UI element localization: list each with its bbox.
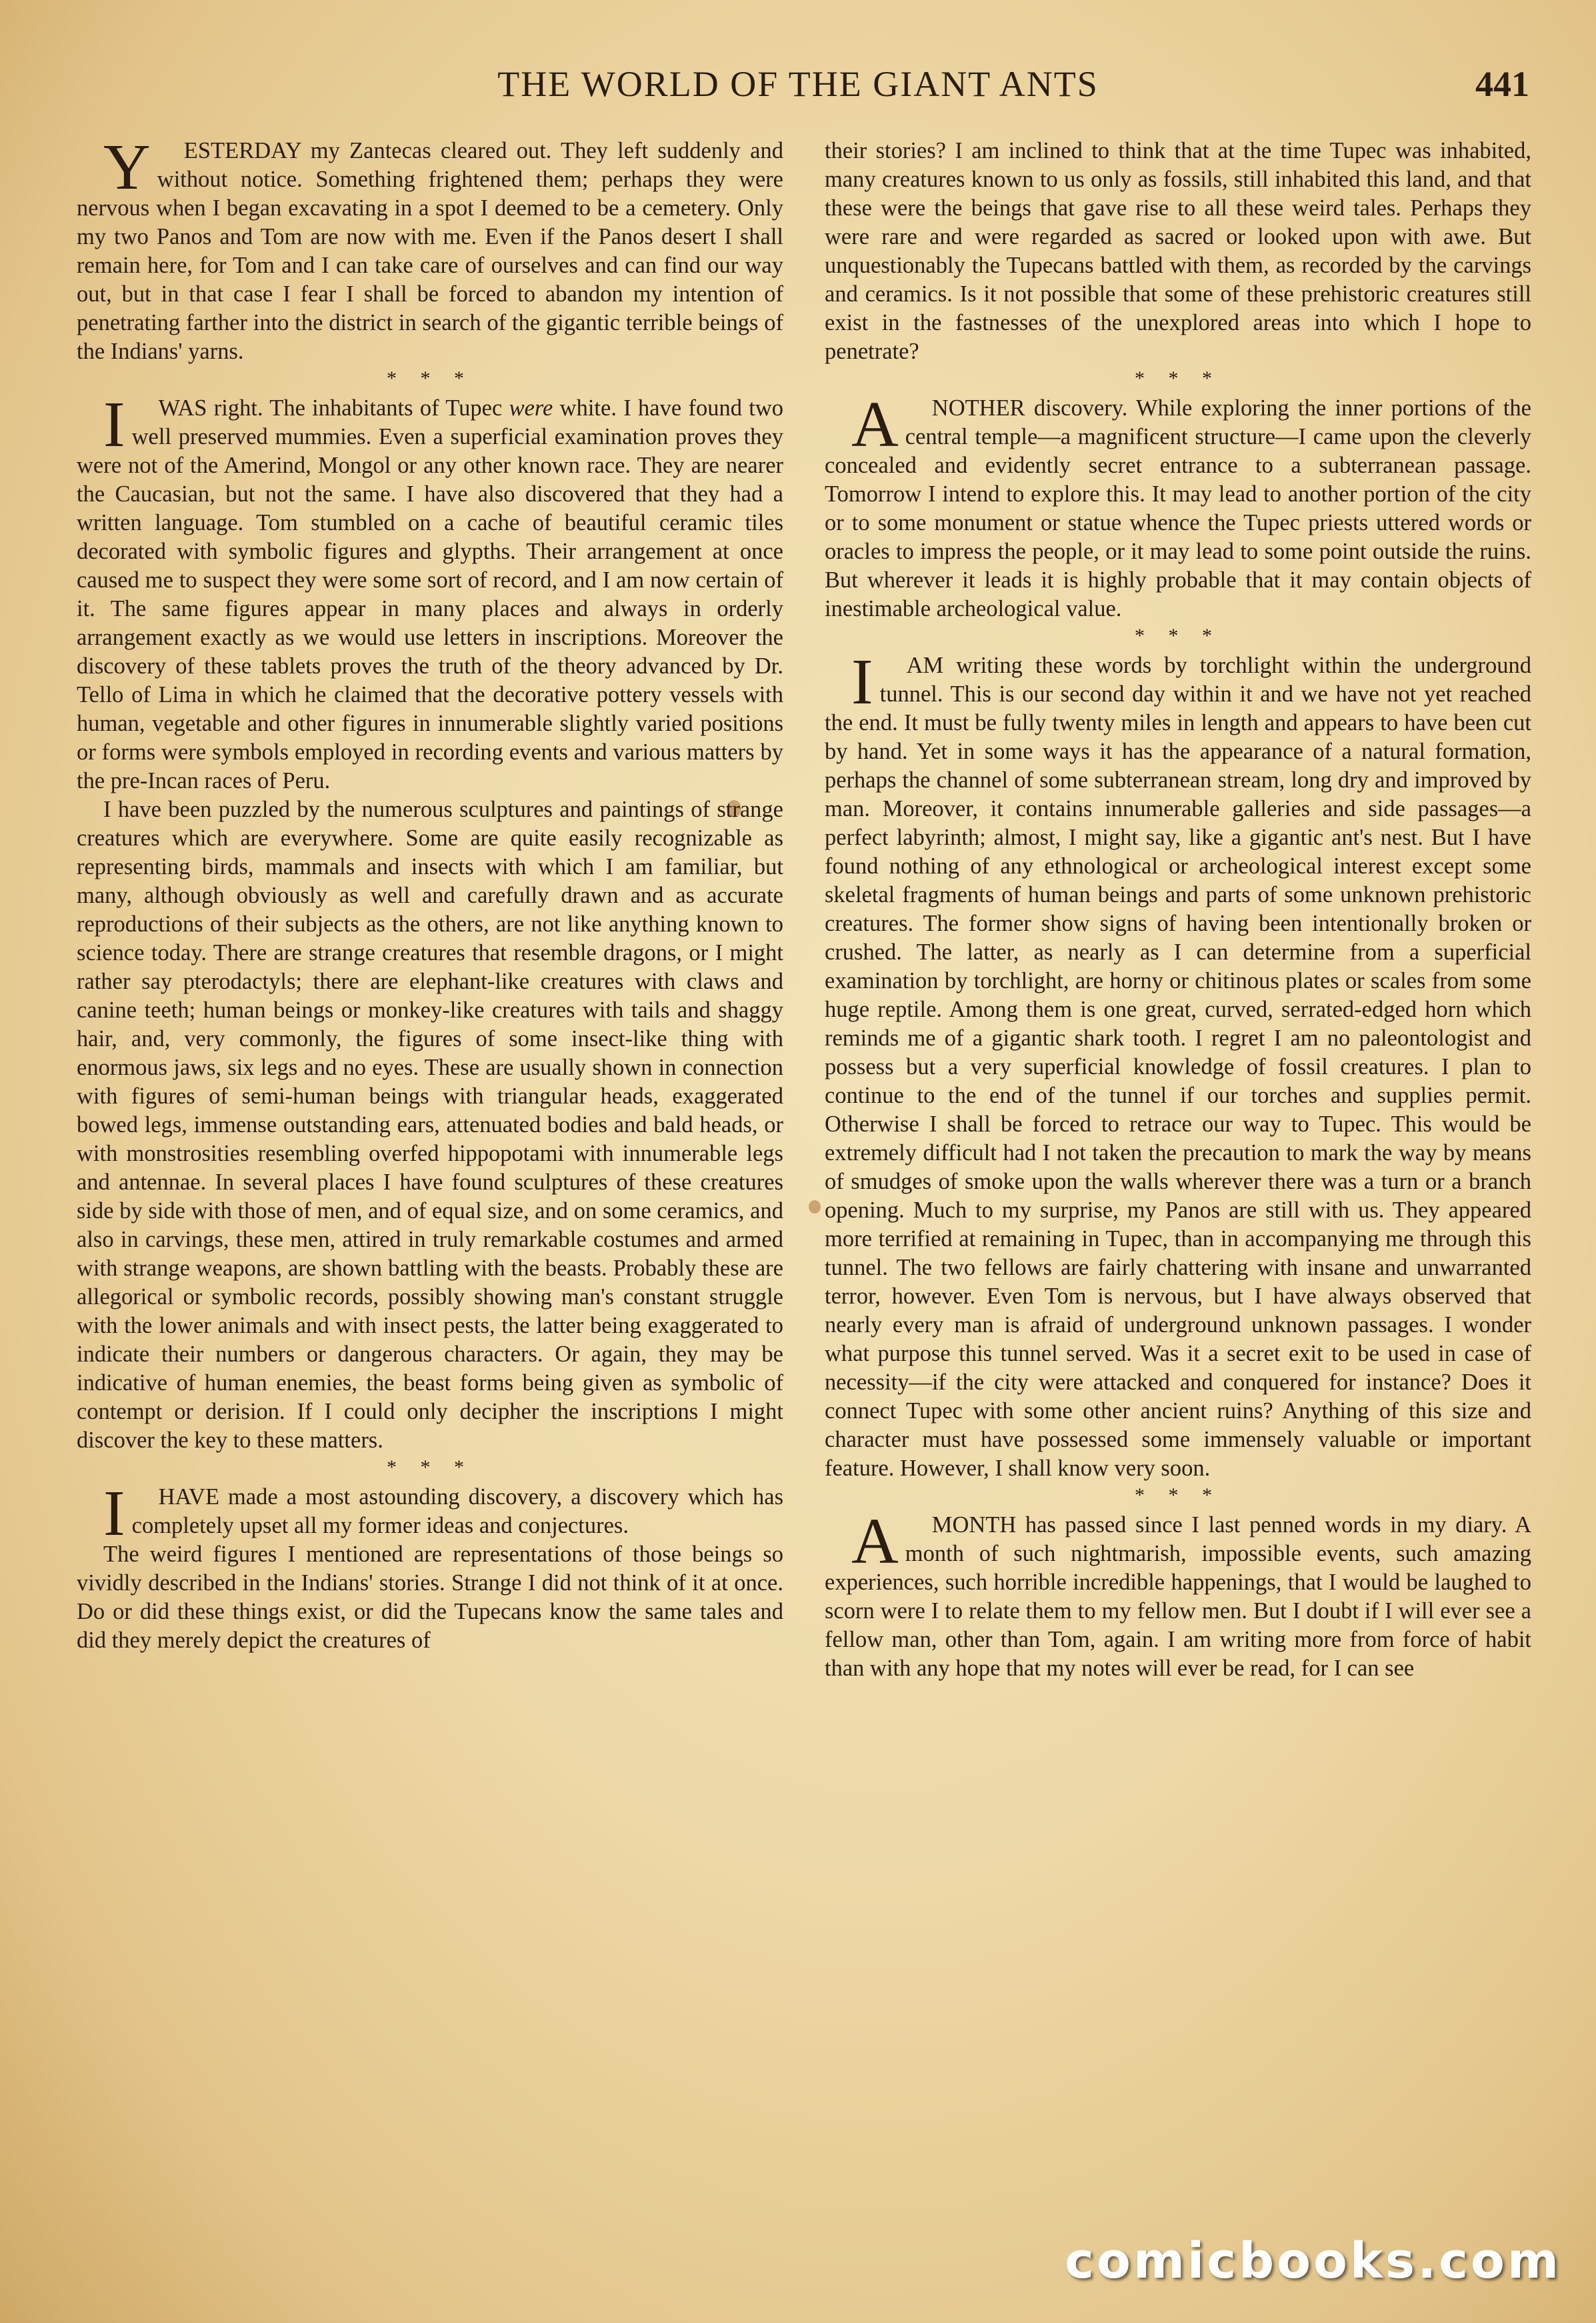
lead-word: NOTHER xyxy=(931,395,1025,421)
paragraph-text: right. The inhabitants of Tupec xyxy=(207,395,509,421)
paragraph-text: has passed since I last penned words in my diary. A month of such nightmarish, impossible events, such amazing experiences, such horrible incredible happenings, that I would be laughed to scorn were I to relate them to my fellow men. But I doubt if I will ever see a fellow man, other than Tom, again. I am writing more from force of habit than with any hope that my notes will ever be read, for I can see xyxy=(825,1512,1531,1681)
section-divider: * * * xyxy=(387,1456,473,1478)
drop-cap: Y xyxy=(103,131,151,203)
section-divider: * * * xyxy=(1135,625,1221,647)
page-title: THE WORLD OF THE GIANT ANTS xyxy=(497,64,1099,104)
drop-cap: I xyxy=(103,1478,125,1550)
paper-stain xyxy=(809,1200,821,1214)
lead-word: ESTERDAY xyxy=(183,138,301,163)
section-divider: * * * xyxy=(387,367,473,389)
paragraph: I have been puzzled by the numerous sculptures and paintings of strange creatures which are everywhere. Some are quite easily recognizable as representing birds, mammals and insects with which I am familiar, but many, although obviously as well and carefully drawn and as accurate reproductions of their subjects as the others, are not like anything known to science today. There are strange creatures that resemble dragons, or I might rather say pterodactyls; there are elephant-like creatures with claws and canine teeth; human beings or monkey-like creatures with tails and shaggy hair, and, very commonly, the figures of some insect-like thing with enormous jaws, six legs and no eyes. These are usually shown in connection with figures of semi-human beings with triangular heads, exaggerated bowed legs, immense outstanding ears, attenuated bodies and bald heads, or with monstrosities resembling overfed hippopotami with innumerable legs and antennae. In several places I have found sculptures of these creatures side by side with those of men, and of equal size, and on some ceramics, and also in carvings, these men, attired in truly remarkable costumes and armed with strange weapons, are shown battling with the beasts. Probably these are allegorical or symbolic records, possibly showing man's constant struggle with the lower animals and with insect pests, the latter being exaggerated to indicate their numbers or dangerous characters. Or again, they may be indicative of human enemies, the beast forms being given as symbolic of contempt or derision. If I could only decipher the inscriptions I might discover the key to these matters. xyxy=(77,797,783,1453)
lead-word: WAS xyxy=(158,395,207,421)
paragraph-text: made a most astounding discovery, a discovery which has completely upset all my former ideas and conjectures. xyxy=(131,1484,783,1538)
emphasis-text: were xyxy=(509,395,553,421)
paragraph-text: discovery. While exploring the inner portions of the central temple—a magnificent structure—I came upon the cleverly concealed and evidently secret entrance to a subterranean passage. Tomorrow I intend to explore this. It may lead to another portion of the city or to some monument or statue whence the Tupec priests uttered words or oracles to impress the people, or it may lead to some point outside the ruins. But wherever it leads it is highly probable that it may contain objects of inestimable archeological value. xyxy=(825,395,1531,621)
section-divider: * * * xyxy=(1135,1484,1221,1506)
diary-entry xyxy=(825,1506,1531,1683)
watermark-text: comicbooks.com xyxy=(1065,2232,1561,2290)
page-number: 441 xyxy=(1475,64,1529,104)
paragraph: The weird figures I mentioned are representations of those beings so vividly described in the Indians' stories. Strange I did not think of it at once. Do or did these things exist, or did the Tupecans know the same tales and did they merely depict the creatures of xyxy=(77,1542,783,1653)
diary-entry xyxy=(825,389,1531,623)
drop-cap: I xyxy=(103,389,125,461)
paragraph-text: writing these words by torchlight within the underground tunnel. This is our second day within it and we have not yet reached the end. It must be fully twenty miles in length and appears to have been cut by hand. Yet in some ways it has the appearance of a natural formation, perhaps the channel of some subterranean stream, long dry and improved by man. Moreover, it contains innumerable galleries and side passages—a perfect labyrinth; almost, I might say, like a gigantic ant's nest. But I have found nothing of any ethnological or archeological interest except some skeletal fragments of human beings and parts of some unknown prehistoric creatures. The former show signs of having been intentionally broken or crushed. The latter, as nearly as I can determine from a superficial examination by torchlight, are horny or chitinous plates or scales from some huge reptile. Among them is one great, curved, serrated-edged horn which reminds me of a gigantic shark tooth. I regret I am no paleontologist and possess but a very superficial knowledge of fossil creatures. I plan to continue to the end of the tunnel if our torches and supplies permit. Otherwise I shall be forced to retrace our way to Tupec. This would be extremely difficult had I not taken the precaution to mark the way by means of smudges of smoke upon the walls wherever there was a turn or a branch opening. Much to my surprise, my Panos are still with us. They appeared more terrified at remaining in Tupec, than in accompanying me through this tunnel. The two fellows are fairly chattering with insane and unwarranted terror, however. Even Tom is nervous, but I have always observed that nearly every man is afraid of underground unknown passages. I wonder what purpose this tunnel served. Was it a secret exit to be used in case of necessity—if the city were attacked and conquered for instance? Does it connect Tupec with some other ancient ruins? Anything of this size and character must have possessed some immensely valuable or important feature. However, I shall know very soon. xyxy=(825,653,1531,1481)
paragraph-text: white. I have found two well preserved mummies. Even a superficial examination proves they were not of the Amerind, Mongol or any other known race. They are nearer the Caucasian, but not the same. I have also discovered that they had a written language. Tom stumbled on a cache of beautiful ceramic tiles decorated with symbolic figures and glypths. Their arrangement at once caused me to suspect they were some sort of record, and I am now certain of it. The same figures appear in many places and always in orderly arrangement exactly as we would use letters in inscriptions. Moreover the discovery of these tablets proves the truth of the theory advanced by Dr. Tello of Lima in which he claimed that the decorative pottery vessels with human, vegetable and other figures in innumerable slightly varied positions or forms were symbols employed in recording events and various matters by the pre-Incan races of Peru. xyxy=(77,395,783,793)
diary-entry xyxy=(825,646,1531,1483)
watermark xyxy=(1065,2223,1561,2296)
page-header xyxy=(0,63,1596,117)
section-divider: * * * xyxy=(1135,367,1221,389)
diary-entry xyxy=(77,389,783,795)
drop-cap: I xyxy=(851,646,873,718)
lead-word: AM xyxy=(906,653,944,678)
diary-entry xyxy=(77,131,783,366)
lead-word: MONTH xyxy=(931,1512,1017,1538)
paragraph: their stories? I am inclined to think that at the time Tupec was inhabited, many creatures known to us only as fossils, still inhabited this land, and that these were the beings that gave rise to all these weird tales. Perhaps they were rare and were regarded as sacred or looked upon with awe. But unquestionably the Tupecans battled with them, as recorded by the carvings and ceramics. Is it not possible that some of these prehistoric creatures still exist in the fastnesses of the unexplored areas into which I hope to penetrate? xyxy=(825,138,1531,364)
drop-cap: A xyxy=(851,1506,899,1578)
lead-word: HAVE xyxy=(158,1484,220,1510)
drop-cap: A xyxy=(851,389,899,461)
left-column xyxy=(77,131,783,1655)
paragraph-text: my Zantecas cleared out. They left suddenly and without notice. Something frightened them; perhaps they were nervous when I began excavating in a spot I deemed to be a cemetery. Only my two Panos and Tom are now with me. Even if the Panos desert I shall remain here, for Tom and I can take care of ourselves and can find our way out, but in that case I fear I shall be forced to abandon my intention of penetrating farther into the district in search of the gigantic terrible beings of the Indians' yarns. xyxy=(77,138,783,364)
diary-entry xyxy=(77,1478,783,1550)
right-column xyxy=(825,137,1531,1683)
